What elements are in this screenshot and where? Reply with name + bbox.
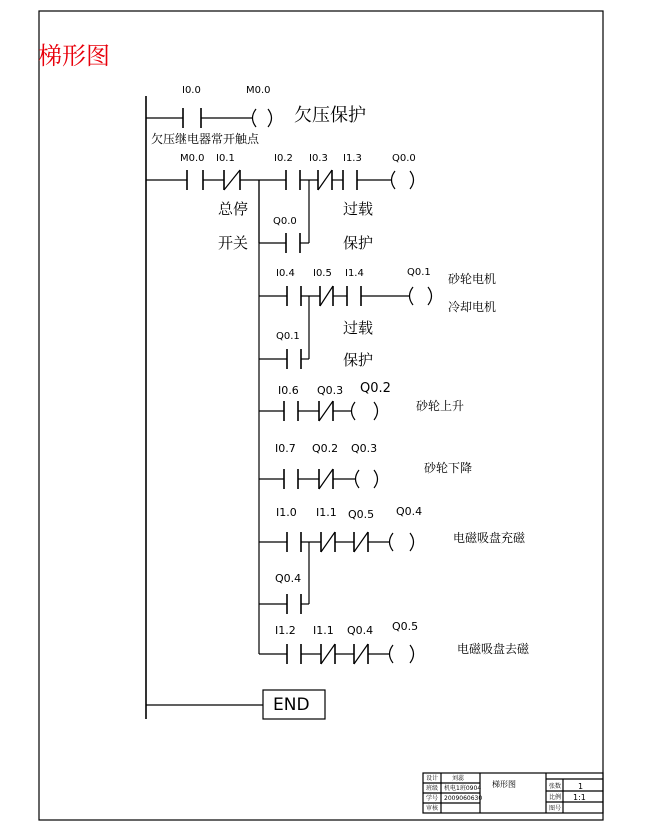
tb-id-value: 2009060630 (444, 795, 483, 802)
tb-class-label: 班级 (426, 785, 439, 792)
tb-scale-label: 比例 (549, 794, 562, 801)
end-instruction: END (273, 695, 310, 715)
end-rung (146, 690, 325, 719)
coil-m0-0 (253, 109, 272, 127)
tb-drawing-name: 梯形图 (492, 780, 516, 789)
rung-desc: 砂轮上升 (416, 399, 465, 413)
coil-label: Q0.2 (360, 381, 391, 396)
rung-note: 欠压保护 (294, 105, 366, 126)
contact-no-i0-0 (183, 108, 201, 128)
rung-note: 开关 (218, 234, 249, 252)
page-title: 梯形图 (38, 42, 110, 70)
contact-label: Q0.4 (347, 624, 374, 637)
rung-desc: 冷却电机 (448, 300, 497, 314)
rung-desc: 电磁吸盘充磁 (453, 531, 526, 545)
rung-desc: 砂轮电机 (448, 272, 497, 286)
rung-note: 总停 (218, 200, 249, 218)
contact-label: I0.7 (275, 442, 296, 455)
coil-label: Q0.0 (392, 153, 416, 164)
coil-label: Q0.1 (407, 267, 431, 278)
contact-label: I1.1 (313, 624, 334, 637)
contact-label: I0.3 (309, 153, 328, 164)
tb-sheets-value: 1 (578, 782, 584, 791)
tb-scale-value: 1:1 (573, 793, 586, 802)
rung-desc: 电磁吸盘去磁 (457, 642, 530, 656)
rung-7 (259, 620, 530, 664)
drawing-frame (39, 11, 603, 820)
coil-label: Q0.5 (392, 620, 419, 633)
rung-5 (259, 442, 472, 489)
coil-label: Q0.4 (396, 505, 423, 518)
contact-label: I0.2 (274, 153, 293, 164)
contact-label: I0.6 (278, 384, 299, 397)
tb-id-label: 学号 (426, 795, 439, 802)
contact-label: I1.4 (345, 268, 364, 279)
rung-1 (146, 85, 366, 146)
coil-label: Q0.3 (351, 442, 378, 455)
rung-4 (259, 381, 464, 421)
rung-note: 保护 (343, 234, 374, 252)
contact-label: I1.1 (316, 506, 337, 519)
rung-2 (146, 153, 416, 253)
contact-label: M0.0 (180, 153, 205, 164)
contact-label: Q0.1 (276, 331, 300, 342)
tb-sheetno-label: 图号 (549, 805, 562, 812)
tb-class-value: 机电1班0904 (444, 785, 482, 792)
rung-6 (259, 505, 526, 614)
rung-note: 过载 (343, 200, 374, 218)
contact-label: I0.0 (182, 85, 201, 96)
contact-label: Q0.3 (317, 384, 344, 397)
contact-label: I0.5 (313, 268, 332, 279)
title-block (423, 773, 603, 813)
contact-label: I1.2 (275, 624, 296, 637)
tb-review-label: 审核 (426, 805, 439, 812)
contact-label: Q0.2 (312, 442, 339, 455)
rung-desc: 砂轮下降 (424, 461, 473, 475)
contact-label: I0.1 (216, 153, 235, 164)
tb-design-value: 刘蕊 (452, 775, 465, 782)
contact-label: Q0.0 (273, 216, 297, 227)
contact-label: I0.4 (276, 268, 295, 279)
rung-note: 过载 (343, 319, 374, 337)
coil-label: M0.0 (246, 85, 271, 96)
tb-design-label: 设计 (426, 775, 439, 782)
contact-label: I1.0 (276, 506, 297, 519)
contact-label: I1.3 (343, 153, 362, 164)
contact-label: Q0.5 (348, 508, 375, 521)
rung-caption: 欠压继电器常开触点 (151, 132, 260, 146)
contact-label: Q0.4 (275, 572, 302, 585)
rung-note: 保护 (343, 351, 374, 369)
tb-sheets-label: 张数 (549, 783, 562, 790)
